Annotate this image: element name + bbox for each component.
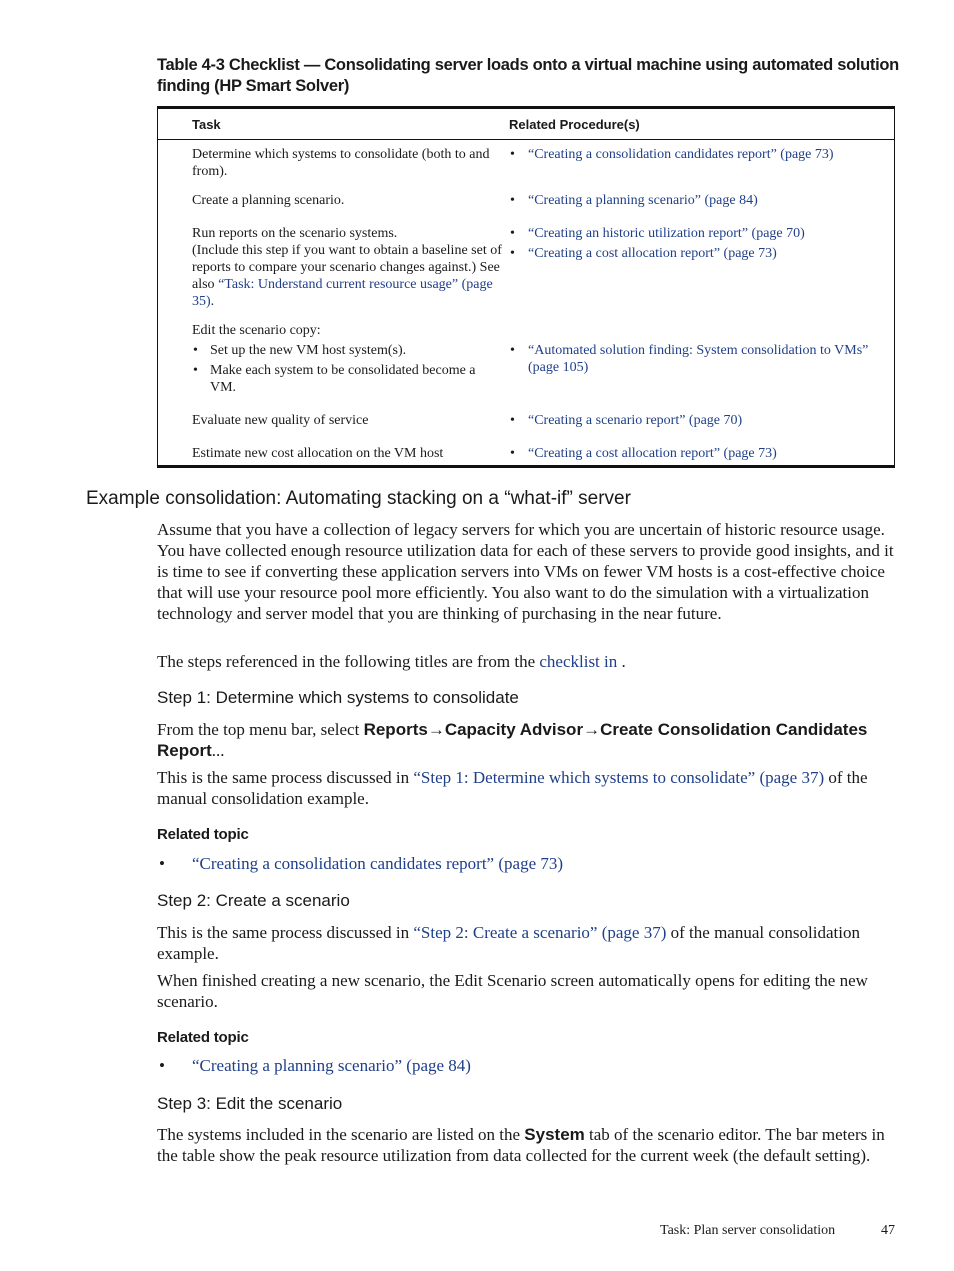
step1-same-paragraph: This is the same process discussed in “Step 1: Determine which systems to consolidate” (page 37) of the manual consolidation example. — [157, 768, 868, 808]
footer-section-title: Task: Plan server consolidation — [660, 1223, 836, 1238]
column-header-procedures: Related Procedure(s) — [509, 117, 640, 132]
step3-heading: Step 3: Edit the scenario — [157, 1094, 343, 1113]
step1-menu-paragraph: From the top menu bar, select Reports→Capacity Advisor→Create Consolidation Candidates Report... — [157, 720, 868, 760]
table-row-procedures — [508, 342, 888, 376]
table-row-procedures — [508, 192, 888, 209]
menu-create-consolidation: Create Consolidation Candidates Report — [157, 720, 868, 760]
table-row-procedures — [508, 412, 888, 429]
page-number: 47 — [881, 1223, 895, 1238]
table-row-task: Create a planning scenario. — [192, 193, 345, 208]
section-heading: Example consolidation: Automating stacking on a “what-if” server — [86, 488, 631, 509]
menu-capacity-advisor: Capacity Advisor — [444, 720, 584, 739]
related-topic-heading: Related topic — [157, 826, 249, 843]
intro-paragraph: Assume that you have a collection of legacy servers for which you are uncertain of historic resource usage. You have collected enough resource utilization data for each of these servers to provide good insights, and it is time to see if converting these application servers into VMs on fewer VM hosts is a cost-effective choice that will use your resource pool more efficiently. You also want to do the simulation with a virtualization technology and server model that you are thinking of purchasing in the near future. — [157, 520, 894, 623]
task-text: Run reports on the scenario systems. — [192, 226, 398, 241]
task-subitem: • Make each system to be consolidated become a VM. — [192, 362, 502, 396]
step2-heading: Step 2: Create a scenario — [157, 891, 350, 910]
system-tab-label: System — [524, 1125, 585, 1144]
checklist-table — [157, 106, 895, 468]
steps-reference-paragraph: The steps referenced in the following titles are from the checklist in . — [157, 652, 626, 671]
table-caption: Table 4-3 Checklist — Consolidating server loads onto a virtual machine using automated solution finding (HP Smart Solver) — [157, 56, 899, 95]
procedure-link[interactable]: “Creating a scenario report” (page 70) — [528, 413, 743, 428]
procedure-link[interactable]: “Creating a planning scenario” (page 84) — [528, 193, 758, 208]
table-row-procedures — [508, 225, 888, 262]
table-row-task: Estimate new cost allocation on the VM host — [192, 446, 444, 461]
table-row-procedures — [508, 445, 888, 462]
table-row-task — [192, 322, 502, 396]
step1-heading: Step 1: Determine which systems to consolidate — [157, 688, 519, 707]
step1-reference-link[interactable]: “Step 1: Determine which systems to consolidate” (page 37) — [413, 768, 825, 787]
column-header-task: Task — [192, 117, 221, 132]
step2-reference-link[interactable]: “Step 2: Create a scenario” (page 37) — [413, 923, 667, 942]
step2-same-paragraph: This is the same process discussed in “Step 2: Create a scenario” (page 37) of the manual consolidation example. — [157, 923, 860, 963]
table-row-procedures — [508, 146, 888, 163]
step2-finished-paragraph: When finished creating a new scenario, the Edit Scenario screen automatically opens for editing the new scenario. — [157, 971, 868, 1011]
task-text: (Include this step if you want to obtain a baseline set of reports to compare your scenario changes against.) See also “Task: Understand current resource usage” (page 35). — [192, 243, 502, 309]
table-header-row — [158, 109, 894, 140]
related-topic-heading: Related topic — [157, 1029, 249, 1046]
procedure-link[interactable]: “Creating a consolidation candidates report” (page 73) — [528, 147, 834, 162]
task-text: Edit the scenario copy: — [192, 323, 321, 338]
checklist-link[interactable]: checklist in — [539, 652, 622, 671]
related-topic-link[interactable]: “Creating a consolidation candidates report” (page 73) — [192, 854, 564, 873]
table-row-task: Determine which systems to consolidate (both to and from). — [192, 147, 490, 179]
menu-reports: Reports — [363, 720, 428, 739]
procedure-link[interactable]: “Automated solution finding: System consolidation to VMs” (page 105) — [528, 343, 869, 375]
task-subitem: • Set up the new VM host system(s). — [192, 342, 502, 359]
step3-paragraph: The systems included in the scenario are listed on the System tab of the scenario editor. The bar meters in the table show the peak resource utilization from data collected for the current week (the default setting). — [157, 1125, 885, 1165]
related-topic-link[interactable]: “Creating a planning scenario” (page 84) — [192, 1056, 471, 1075]
procedure-link[interactable]: “Creating an historic utilization report” (page 70) — [528, 226, 805, 241]
task-link[interactable]: “Task: Understand current resource usage” (page 35) — [192, 277, 493, 309]
table-row-task — [192, 225, 502, 310]
table-row-task: Evaluate new quality of service — [192, 413, 369, 428]
procedure-link[interactable]: “Creating a cost allocation report” (page 73) — [528, 246, 777, 261]
procedure-link[interactable]: “Creating a cost allocation report” (page 73) — [528, 446, 777, 461]
